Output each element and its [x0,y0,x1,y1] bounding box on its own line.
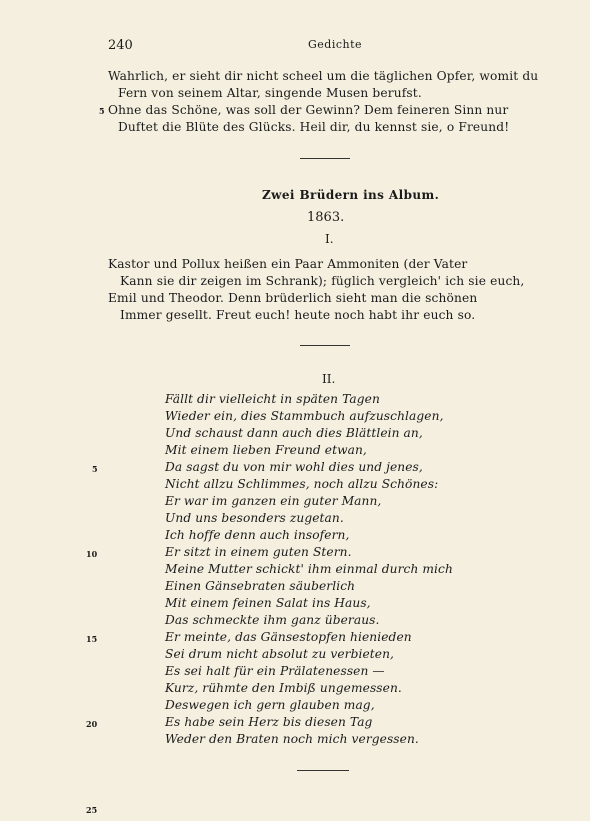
part-2-line-20: Es habe sein Herz bis diesen Tag [165,715,373,729]
part-2-line-number: 5 [92,464,98,474]
part-2-line-17: Es sei halt für ein Prälatenessen — [165,664,385,678]
part-1-line-3: Emil und Theodor. Denn brüderlich sieht man die schönen [108,291,478,305]
part-2-line-8: Und uns besonders zugetan. [165,511,344,525]
part-1-numeral: I. [325,232,334,246]
part-2-line-3: Und schaust dann auch dies Blättlein an, [165,426,423,440]
part-2-line-16: Sei drum nicht absolut zu verbieten, [165,647,395,661]
part-2-line-10: Er sitzt in einem guten Stern. [165,545,352,559]
part-2-line-2: Wieder ein, dies Stammbuch aufzuschlagen, [165,409,444,423]
scan-margin [590,0,603,821]
part-2-line-4: Mit einem lieben Freund etwan, [165,443,367,457]
part-2-line-5: Da sagst du von mir wohl dies und jenes, [165,460,423,474]
section-divider-2 [300,345,350,346]
part-1-line-4: Immer gesellt. Freut euch! heute noch habt ihr euch so. [120,308,476,322]
top-poem-line-2: Fern von seinem Altar, singende Musen berufst. [118,86,422,100]
part-2-line-1: Fällt dir vielleicht in späten Tagen [165,392,380,406]
part-2-numeral: II. [322,372,336,386]
top-poem-line-3: Ohne das Schöne, was soll der Gewinn? Dem feineren Sinn nur [108,103,509,117]
part-2-line-18: Kurz, rühmte den Imbiß ungemessen. [165,681,402,695]
part-2-line-number: 20 [86,719,98,729]
part-2-line-19: Deswegen ich gern glauben mag, [165,698,375,712]
page-number: 240 [108,38,133,53]
top-poem-line-4: Duftet die Blüte des Glücks. Heil dir, du kennst sie, o Freund! [118,120,510,134]
part-2-line-14: Das schmeckte ihm ganz überaus. [165,613,380,627]
part-2-line-6: Nicht allzu Schlimmes, noch allzu Schönes: [165,477,439,491]
poem-year: 1863. [307,210,345,225]
part-2-line-number: 25 [86,805,98,815]
part-2-line-21: Weder den Braten noch mich vergessen. [165,732,419,746]
part-2-line-13: Mit einem feinen Salat ins Haus, [165,596,371,610]
poem-title: Zwei Brüdern ins Album. [262,188,440,202]
section-divider-3 [297,770,349,771]
part-1-line-1: Kastor und Pollux heißen ein Paar Ammoniten (der Vater [108,257,468,271]
part-2-line-11: Meine Mutter schickt' ihm einmal durch mich [165,562,453,576]
part-2-line-15: Er meinte, das Gänsestopfen hienieden [165,630,412,644]
part-2-line-number: 10 [86,549,98,559]
part-2-line-7: Er war im ganzen ein guter Mann, [165,494,382,508]
running-title: Gedichte [308,38,363,51]
top-poem-line-number: 5 [99,106,105,116]
part-1-line-2: Kann sie dir zeigen im Schrank); füglich vergleich' ich sie euch, [120,274,525,288]
section-divider-1 [300,158,350,159]
part-2-line-12: Einen Gänsebraten säuberlich [165,579,356,593]
part-2-line-number: 15 [86,634,98,644]
part-2-line-9: Ich hoffe denn auch insofern, [165,528,350,542]
top-poem-line-1: Wahrlich, er sieht dir nicht scheel um die täglichen Opfer, womit du [108,69,539,83]
